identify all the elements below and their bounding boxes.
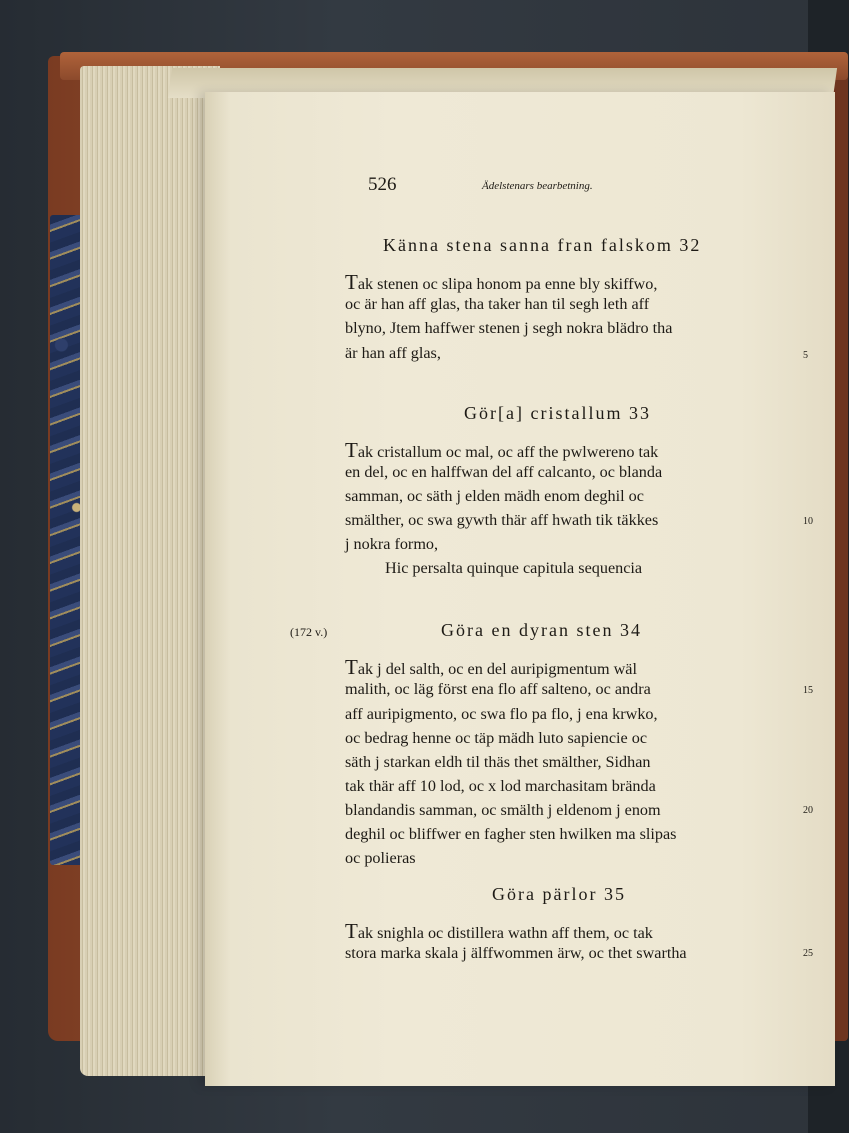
line-number: 5 [803, 350, 808, 361]
text-line-body: ak snighla oc distillera wathn aff them, oc tak [357, 924, 653, 942]
text-line: är han aff glas, [345, 344, 441, 362]
text-line: oc är han aff glas, tha taker han til segh leth aff [345, 295, 650, 313]
text-line: säth j starkan eldh til thäs thet smälther, Sidhan [345, 753, 651, 771]
page-number: 526 [368, 174, 397, 195]
text-line: smälther, oc swa gywth thär aff hwath tik täkkes [345, 511, 659, 529]
text-line: tak thär aff 10 lod, oc x lod marchasitam brända [345, 777, 656, 795]
text-line-body: ak cristallum oc mal, oc aff the pwlwereno tak [357, 443, 659, 461]
section-heading: Göra pärlor 35 [492, 884, 626, 904]
text-line: blyno, Jtem haffwer stenen j segh nokra blädro tha [345, 319, 673, 337]
section-heading: Göra en dyran sten 34 [441, 620, 642, 640]
text-line: Tak stenen oc slipa honom pa enne bly skiffwo, [345, 270, 658, 294]
text-line: en del, oc en halffwan del aff calcanto, oc blanda [345, 463, 663, 481]
text-line: aff auripigmento, oc swa flo pa flo, j ena krwko, [345, 705, 658, 723]
text-line: Tak cristallum oc mal, oc aff the pwlwereno tak [345, 438, 659, 462]
text-line: Hic persalta quinque capitula sequencia [385, 559, 643, 577]
text-line: Tak j del salth, oc en del auripigmentum wäl [345, 655, 637, 679]
text-line: samman, oc säth j elden mädh enom deghil oc [345, 487, 644, 505]
text-line: j nokra formo, [345, 535, 439, 553]
text-line-body: ak j del salth, oc en del auripigmentum wäl [357, 660, 637, 678]
margin-reference: (172 v.) [290, 625, 328, 639]
text-line: deghil oc bliffwer en fagher sten hwilken ma slipas [345, 825, 677, 843]
line-number: 20 [803, 805, 813, 816]
line-number: 10 [803, 516, 813, 527]
text-line: oc bedrag henne oc täp mädh luto sapiencie oc [345, 729, 648, 747]
running-head: Ädelstenars bearbetning. [482, 180, 593, 192]
page-edges [80, 66, 220, 1076]
text-line: oc polieras [345, 849, 416, 867]
text-line: Tak snighla oc distillera wathn aff them, oc tak [345, 919, 653, 943]
line-number: 25 [803, 948, 813, 959]
section-heading: Gör[a] cristallum 33 [464, 403, 651, 423]
text-line-body: ak stenen oc slipa honom pa enne bly skiffwo, [357, 275, 658, 293]
text-line: stora marka skala j älffwommen ärw, oc thet swartha [345, 944, 687, 962]
text-line: blandandis samman, oc smälth j eldenom j enom [345, 801, 661, 819]
line-number: 15 [803, 685, 813, 696]
text-line: malith, oc läg först ena flo aff salteno, oc andra [345, 680, 651, 698]
section-heading: Känna stena sanna fran falskom 32 [383, 235, 702, 255]
